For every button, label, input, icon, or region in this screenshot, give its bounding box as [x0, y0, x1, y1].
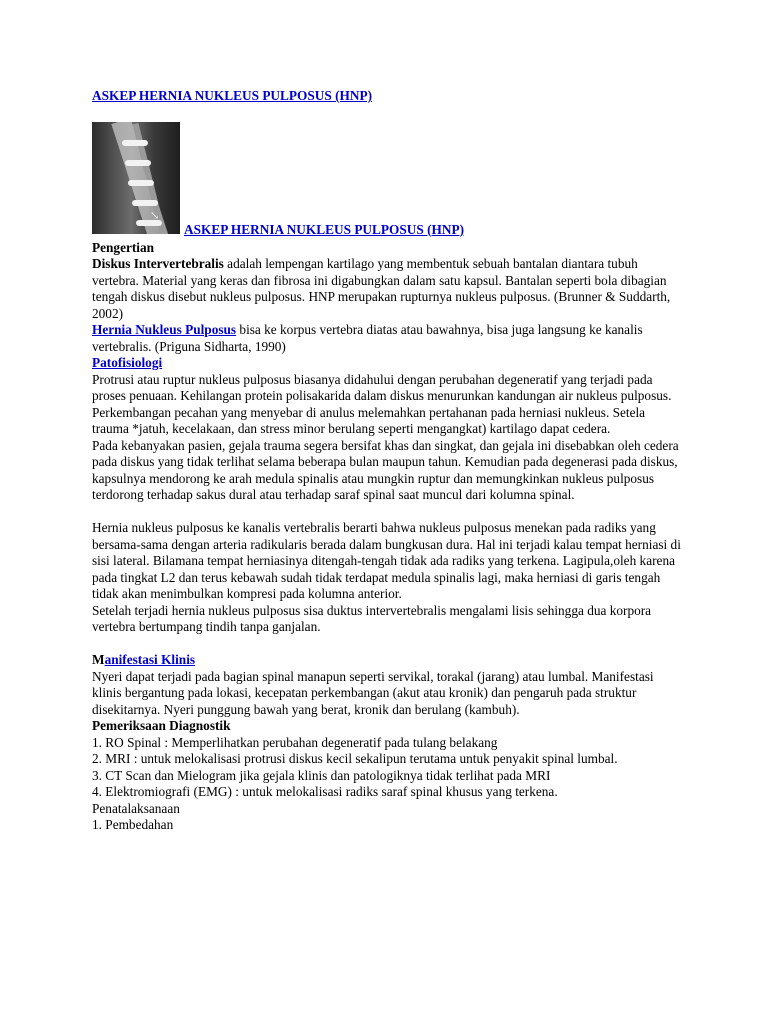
spine-mri-image: [92, 122, 180, 234]
hnp-term-link[interactable]: Hernia Nukleus Pulposus: [92, 322, 237, 337]
hnp-text: bisa ke korpus vertebra diatas atau bawahnya, bisa juga langsung ke kanalis vertebralis. (Priguna Sidharta, 1990): [92, 322, 643, 354]
diagnostik-item: 3. CT Scan dan Mielogram jika gejala klinis dan patologiknya tidak terlihat pada MRI: [92, 767, 551, 783]
diagnostik-heading: Pemeriksaan Diagnostik: [92, 718, 231, 733]
diskus-term: Diskus Intervertebralis: [92, 256, 224, 271]
diskus-paragraph: [92, 256, 682, 322]
diskus-text: adalah lempengan kartilago yang membentuk sebuah bantalan diantara tubuh vertebra. Material yang keras dan fibrosa ini digabungkan dalam satu kapsul. Bantalan seperti bola dibagian tengah diskus disebut nukleus pulposus. HNP merupakan rupturnya nukleus pulposus. (Brunner & Suddarth, 2002): [92, 256, 671, 321]
doc-title-link[interactable]: ASKEP HERNIA NUKLEUS PULPOSUS (HNP): [92, 88, 373, 103]
manifestasi-heading: [92, 652, 682, 669]
hnp-paragraph: [92, 322, 682, 355]
figure-title-link[interactable]: ASKEP HERNIA NUKLEUS PULPOSUS (HNP): [184, 221, 465, 237]
penatalaksanaan-item: 1. Pembedahan: [92, 817, 174, 832]
manifestasi-m: M: [92, 652, 105, 667]
pengertian-heading: Pengertian: [92, 239, 155, 255]
pato-paragraph-1: Protrusi atau ruptur nukleus pulposus biasanya didahului dengan perubahan degeneratif yang terjadi pada proses penuaan. Kehilangan protein polisakarida dalam diskus menurunkan kandungan air nukleus pulposus. Perkembangan pecahan yang menyebar di anulus melemahkan pertahanan pada herniasi nukleus. Setela trauma *jatuh, kecelakaan, dan stress minor berulang seperti mengangkat) kartilago dapat cedera.: [92, 371, 672, 436]
pato-paragraph-2: Pada kebanyakan pasien, gejala trauma segera bersifat khas dan singkat, dan gejala ini disebabkan oleh cedera pada diskus yang tidak terlihat selama beberapa bulan maupun tahun. Kemudian pada degenerasi pada diskus, kapsulnya mendorong ke arah medula spinalis atau mungkin ruptur dan memungkinkan nukleus pulposus terdorong terhadap sakus dural atau terhadap saraf spinal saat muncul dari kolumna spinal.: [92, 437, 679, 502]
pato-paragraph-3: Hernia nukleus pulposus ke kanalis vertebralis berarti bahwa nukleus pulposus menekan pada radiks yang bersama-sama dengan arteria radikularis berada dalam bungkusan dura. Hal ini terjadi kalau tempat herniasi di sisi lateral. Bilamana tempat herniasinya ditengah-tengah tidak ada radiks yang terkena. Lagipula,oleh karena pada tingkat L2 dan terus kebawah sudah tidak terdapat medula spinalis lagi, maka herniasi di garis tengah tidak akan menimbulkan kompresi pada kolumna anterior.: [92, 520, 681, 601]
diagnostik-item: 2. MRI : untuk melokalisasi protrusi diskus kecil sekalipun terutama untuk penyakit spinal lumbal.: [92, 751, 618, 766]
document-body: [92, 88, 682, 834]
manifestasi-link[interactable]: anifestasi Klinis: [104, 652, 196, 667]
pato-paragraph-4: Setelah terjadi hernia nukleus pulposus sisa duktus intervertebralis mengalami lisis sehingga dua korpora vertebra bertumpang tindih tanpa ganjalan.: [92, 602, 652, 634]
diagnostik-item: 4. Elektromiografi (EMG) : untuk melokalisasi radiks saraf spinal khusus yang terkena.: [92, 784, 558, 799]
manifestasi-paragraph: Nyeri dapat terjadi pada bagian spinal manapun seperti servikal, torakal (jarang) atau lumbal. Manifestasi klinis bergantung pada lokasi, kecepatan perkembangan (akut atau kronik) dan pengaruh pada struktur disekitarnya. Nyeri punggung bawah yang berat, kronik dan berulang (kambuh).: [92, 668, 654, 717]
patofisiologi-link[interactable]: Patofisiologi: [92, 355, 163, 370]
diagnostik-item: 1. RO Spinal : Memperlihatkan perubahan degeneratif pada tulang belakang: [92, 734, 498, 750]
figure-row: [92, 122, 682, 240]
penatalaksanaan-heading: Penatalaksanaan: [92, 800, 180, 816]
arrow-icon: ↘: [150, 209, 160, 222]
